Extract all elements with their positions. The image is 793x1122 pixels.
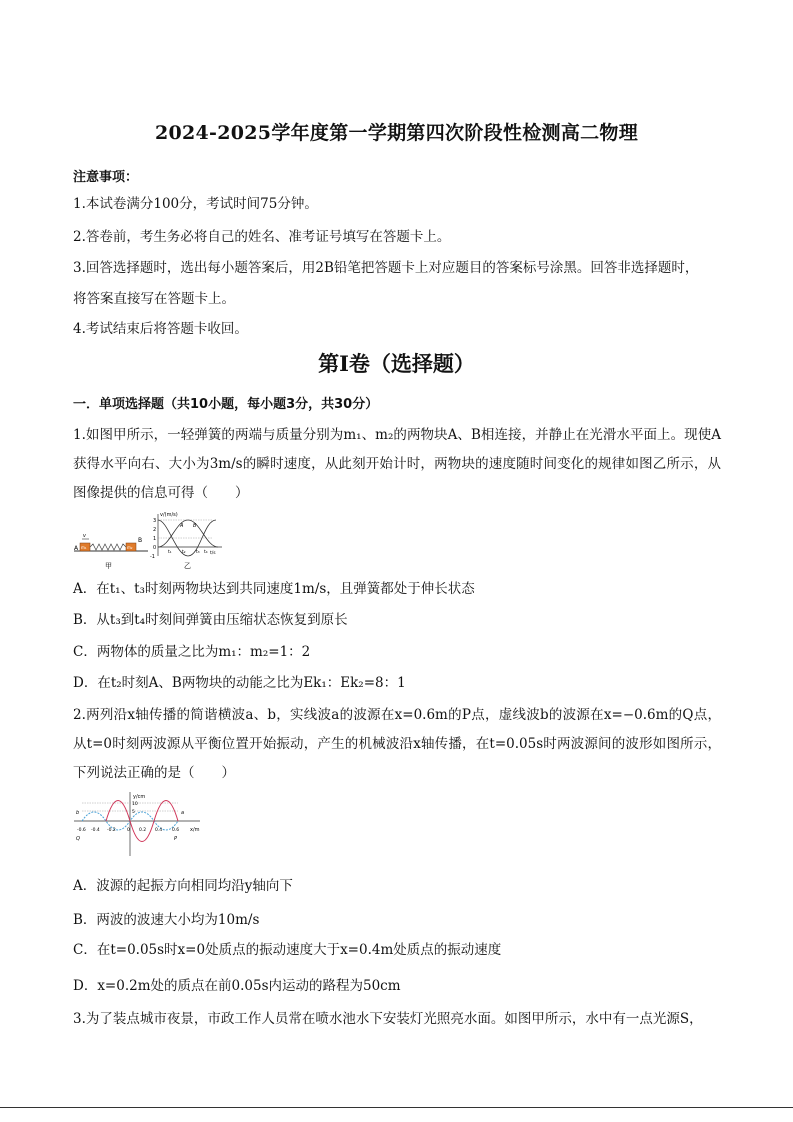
q1-figure-b <box>150 512 222 570</box>
q2-option-a: A．波源的起振方向相同均沿y轴向下 <box>73 878 293 894</box>
q1-fig-a-label-m2: m₂ <box>127 545 133 550</box>
q2-option-c: C．在t=0.05s时x=0处质点的振动速度大于x=0.4m处质点的振动速度 <box>73 942 502 958</box>
q1-option-a: A．在t₁、t₃时刻两物块达到共同速度1m/s，且弹簧都处于伸长状态 <box>73 581 475 597</box>
q1-fig-b-axis-x: t/s <box>210 551 216 556</box>
q1-fig-b-caption: 乙 <box>184 562 191 570</box>
q1-stem: 1.如图甲所示，一轻弹簧的两端与质量分别为m₁、m₂的两物块A、B相连接，并静止在光滑水平面上。现使A获得水平向右、大小为3m/s的瞬时速度，从此刻开始计时，两物块的速度随时间变化的规律如图乙所示，从图像提供的信息可得（ ） <box>73 427 721 501</box>
q1-fig-b-B: B <box>193 523 197 529</box>
q2-fig-tick: 0.4 <box>155 828 163 833</box>
q2-stem: 2.两列沿x轴传播的简谐横波a、b，实线波a的波源在x=0.6m的P点，虚线波b的波源在x=−0.6m的Q点，从t=0时刻两波源从平衡位置开始振动，产生的机械波沿x轴传播，在t=0.05s时两波源间的波形如图所示，下列说法正确的是（ ） <box>73 707 721 781</box>
page-title: 2024-2025学年度第一学期第四次阶段性检测高二物理 <box>154 122 639 144</box>
q1-option-b: B．从t₃到t₄时刻间弹簧由压缩状态恢复到原长 <box>73 612 348 628</box>
q2-fig-P: P <box>174 836 178 842</box>
q1-fig-b-A: A <box>180 523 184 529</box>
notice-item: 4.考试结束后将答题卡收回。 <box>73 321 248 337</box>
q1-figure <box>72 508 232 572</box>
q2-fig-a: a <box>181 810 185 816</box>
q1-fig-b-ym1: -1 <box>150 554 155 560</box>
q1-fig-b-t2: t₂ <box>182 550 186 555</box>
q1-figure-a <box>74 533 148 570</box>
q1-option-c: C．两物体的质量之比为m₁：m₂=1：2 <box>73 644 311 660</box>
q2-fig-Q: Q <box>76 836 80 842</box>
q2-fig-y5: 5 <box>132 810 135 815</box>
q1-fig-a-label-A: A <box>74 545 79 552</box>
q1-fig-b-t4: t₄ <box>204 550 208 555</box>
part1-heading: 一．单项选择题（共10小题，每小题3分，共30分） <box>73 397 379 412</box>
q1-fig-b-axis-y: v/(m/s) <box>160 512 178 518</box>
notice-item: 2.答卷前，考生务必将自己的姓名、准考证号填写在答题卡上。 <box>73 229 451 245</box>
page-bottom-rule <box>0 1107 793 1108</box>
q2-option-d: D．x=0.2m处的质点在前0.05s内运动的路程为50cm <box>73 978 401 994</box>
q2-figure <box>72 790 212 862</box>
q1-option-d: D．在t₂时刻A、B两物块的动能之比为Ek₁：Ek₂=8：1 <box>73 675 406 691</box>
q2-fig-tick: -0.4 <box>91 828 100 833</box>
q2-fig-tick: -0.6 <box>77 828 86 833</box>
notice-item: 将答案直接写在答题卡上。 <box>73 291 235 307</box>
q1-fig-b-t3: t₃ <box>196 550 200 555</box>
q1-fig-a-label-m1: m₁ <box>81 545 87 550</box>
q2-option-b: B．两波的波速大小均为10m/s <box>73 912 260 928</box>
q2-fig-tick: 0.2 <box>139 828 147 833</box>
q1-fig-a-caption: 甲 <box>105 562 112 570</box>
q1-fig-b-y2: 2 <box>153 527 157 533</box>
notice-item: 3.回答选择题时，选出每小题答案后，用2B铅笔把答题卡上对应题目的答案标号涂黑。回答非选择题时， <box>73 260 699 276</box>
q2-fig-y-label: y/cm <box>133 794 146 800</box>
notice-item: 1.本试卷满分100分，考试时间75分钟。 <box>73 196 318 212</box>
q2-fig-x-label: x/m <box>190 827 200 833</box>
q1-fig-a-label-B: B <box>138 537 143 544</box>
q1-fig-b-y3: 3 <box>153 518 157 524</box>
q3-stem: 3.为了装点城市夜景，市政工作人员常在喷水池水下安装灯光照亮水面。如图甲所示，水中有一点光源S， <box>73 1011 703 1027</box>
q1-fig-a-label-v: v <box>83 533 86 539</box>
q2-fig-tick: 0 <box>127 828 130 833</box>
q2-fig-tick: -0.2 <box>107 828 116 833</box>
q1-fig-b-y0: 0 <box>153 545 157 551</box>
section-title: 第Ⅰ卷（选择题） <box>318 351 475 376</box>
q2-fig-tick: 0.6 <box>172 828 180 833</box>
notice-heading: 注意事项： <box>73 170 139 185</box>
q1-fig-b-t1: t₁ <box>168 550 172 555</box>
q2-fig-b: b <box>76 810 80 816</box>
q2-fig-y10: 10 <box>132 802 138 807</box>
q1-fig-b-y1: 1 <box>153 536 157 542</box>
